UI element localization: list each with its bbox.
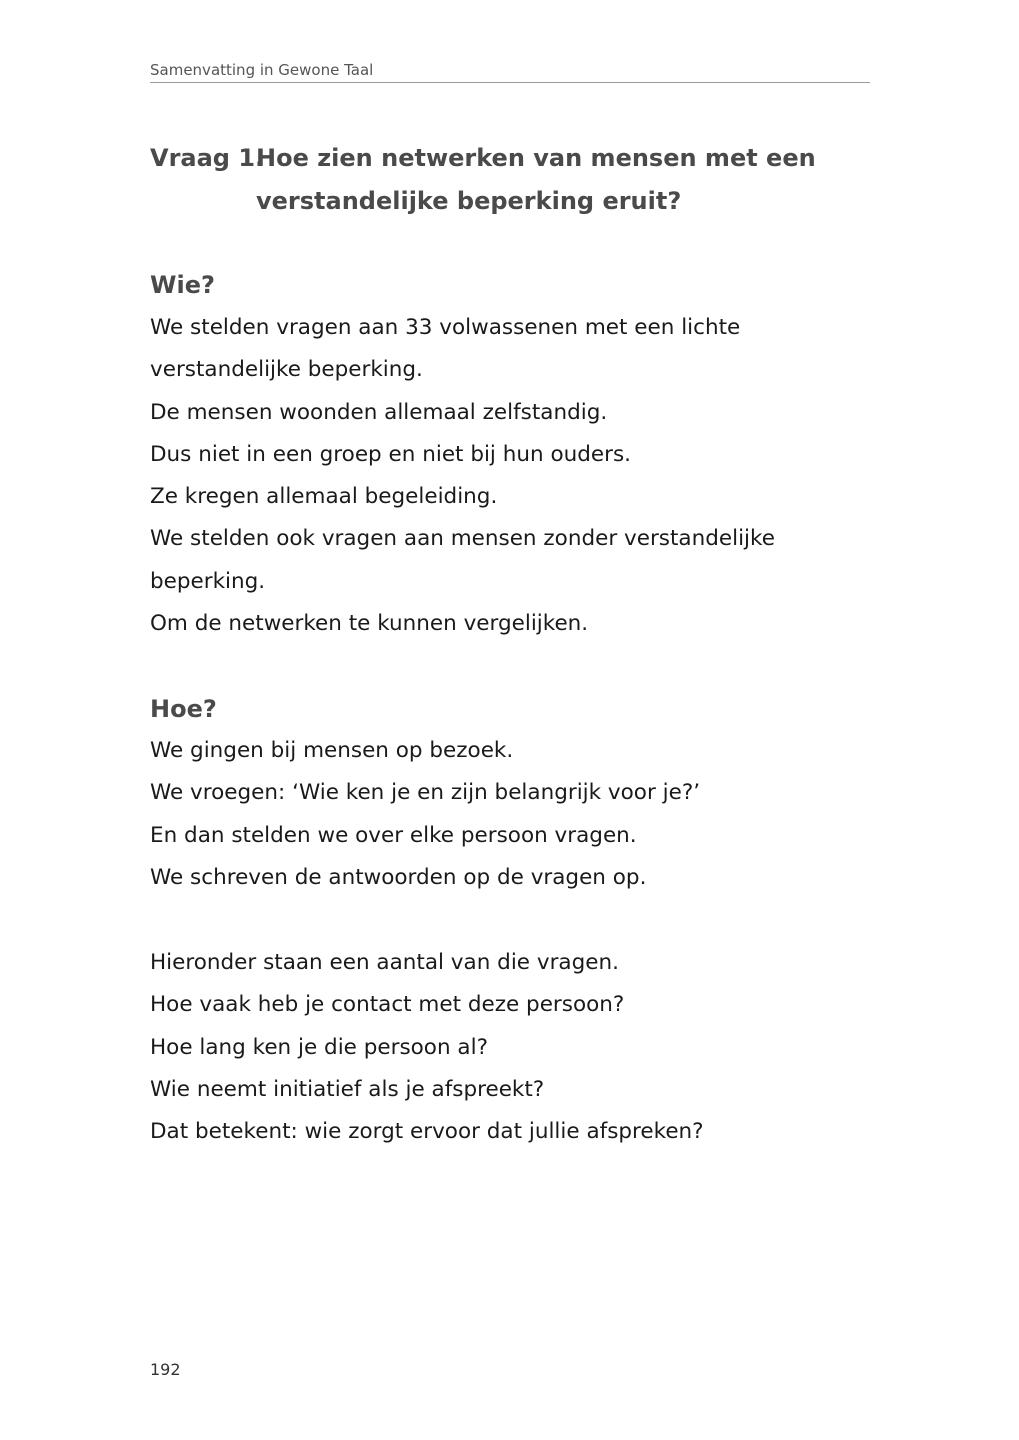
section-hoe-lines (150, 730, 850, 899)
text-line: Dus niet in een groep en niet bij hun ouders. (150, 441, 631, 467)
section-heading-wie: Wie? (150, 271, 215, 299)
text-line: We stelden ook vragen aan mensen zonder verstandelijke (150, 526, 775, 552)
text-line: Om de netwerken te kunnen vergelijken. (150, 611, 589, 637)
running-header (150, 60, 870, 83)
section-heading-hoe: Hoe? (150, 695, 217, 723)
text-line: We vroegen: ‘Wie ken je en zijn belangrijk voor je?’ (150, 780, 701, 806)
text-line: En dan stelden we over elke persoon vragen. (150, 822, 637, 848)
text-line: Hoe lang ken je die persoon al? (150, 1034, 488, 1060)
section-wie-lines (150, 307, 850, 645)
text-line: We schreven de antwoorden op de vragen op. (150, 864, 647, 890)
section-vragen-lines (150, 942, 850, 1153)
text-line: beperking. (150, 568, 266, 594)
text-line: Hieronder staan een aantal van die vragen. (150, 950, 619, 975)
text-line: verstandelijke beperking. (150, 357, 423, 383)
text-line: We gingen bij mensen op bezoek. (150, 738, 514, 763)
question-text-line-1: Hoe zien netwerken van mensen met een (256, 144, 816, 172)
text-line: We stelden vragen aan 33 volwassenen met een lichte (150, 315, 741, 340)
text-line: Ze kregen allemaal begeleiding. (150, 484, 498, 510)
page-number: 192 (150, 1360, 181, 1379)
running-header-title: Samenvatting in Gewone Taal (150, 61, 374, 79)
question-number: Vraag 1. (150, 144, 265, 172)
question-text-line-2: verstandelijke beperking eruit? (256, 187, 682, 215)
text-line: Dat betekent: wie zorgt ervoor dat jullie afspreken? (150, 1119, 704, 1145)
text-line: Hoe vaak heb je contact met deze persoon? (150, 992, 625, 1018)
text-line: Wie neemt initiatief als je afspreekt? (150, 1076, 545, 1102)
question-text (256, 137, 816, 223)
text-line: De mensen woonden allemaal zelfstandig. (150, 399, 608, 425)
